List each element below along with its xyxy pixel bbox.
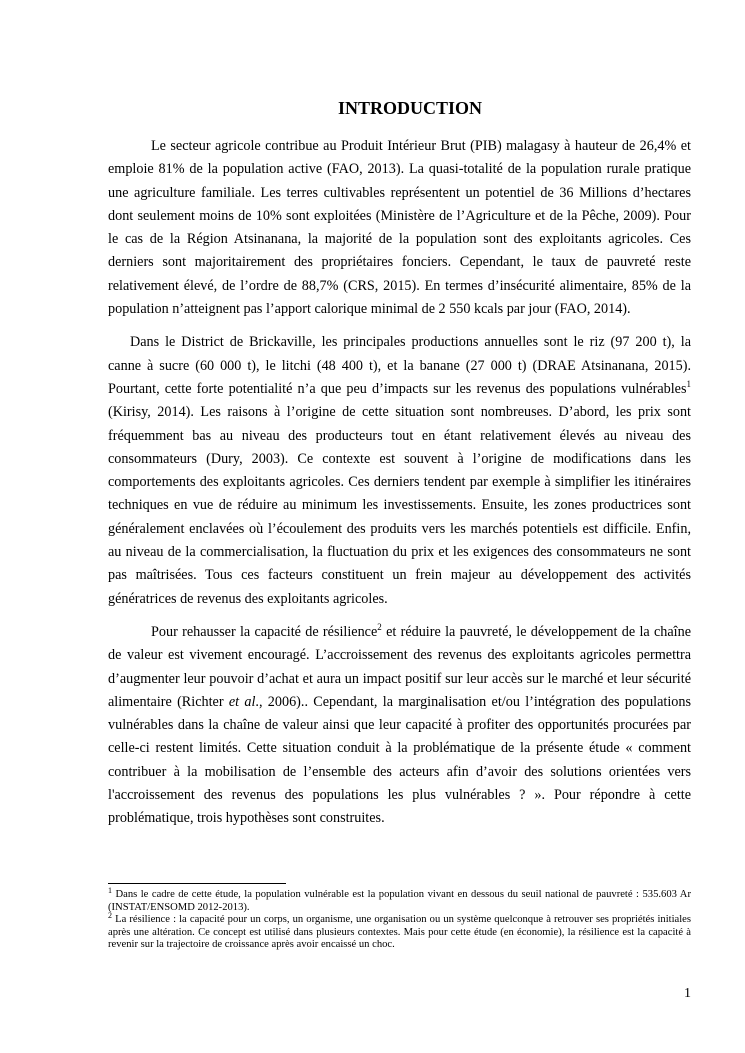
page-title: INTRODUCTION — [337, 98, 483, 118]
body-text — [108, 135, 691, 841]
paragraph-2 — [108, 331, 691, 611]
footnote-ref-1: 1 — [686, 378, 691, 389]
paragraph-3-text-a: Pour rehausser la capacité de résilience — [151, 623, 378, 640]
footnote-separator — [108, 883, 286, 884]
paragraph-3 — [108, 621, 691, 831]
footnote-1-marker: 1 — [108, 886, 112, 895]
footnote-1-text: Dans le cadre de cette étude, la population vulnérable est la population vivant en dessous du seuil national de pauvreté : 535.603 Ar (INSTAT/ENSOMD 2012-2013). — [108, 889, 691, 913]
paragraph-3-et-al: et al — [228, 693, 256, 710]
footnote-2-text: La résilience : la capacité pour un corps, un organisme, une organisation ou un système quelconque à retrouver ses propriétés initiales après une altération. Ce concept est utilisé dans plusieurs contextes. Mais pour cette étude (en économie), la résilience est la capacité à revenir sur la trajectoire de croissance après avoir encaissé un choc. — [108, 914, 691, 951]
footnote-1 — [108, 886, 691, 914]
paragraph-2-text-a: Dans le District de Brickaville, les principales productions annuelles sont le riz (97 200 t), la canne à sucre (60 000 t), le litchi (48 400 t), et la banane (27 000 t) (DRAE Atsinanana, 2015). Pourtant, cette forte potentialité n’a que peu d’impacts sur les revenus des populations vulnérables — [108, 334, 691, 397]
footnotes — [108, 886, 691, 952]
paragraph-1: Le secteur agricole contribue au Produit Intérieur Brut (PIB) malagasy à hauteur de 26,4% et emploie 81% de la population active (FAO, 2013). La quasi-totalité de la population rurale pratique une agriculture familiale. Les terres cultivables représentent un potentiel de 36 Millions d’hectares dont seulement moins de 10% sont exploitées (Ministère de l’Agriculture et de la Pêche, 2009). Pour le cas de la Région Atsinanana, la majorité de la population sont des exploitants agricoles. Ces derniers sont majoritairement des propriétaires fonciers. Cependant, le taux de pauvreté reste relativement élevé, de l’ordre de 88,7% (CRS, 2015). En termes d’insécurité alimentaire, 85% de la population n’atteignent pas l’apport calorique minimal de 2 550 kcals par jour (FAO, 2014). — [108, 138, 691, 318]
footnote-2-marker: 2 — [108, 911, 112, 921]
paragraph-3-text-b: et réduire la pauvreté, le développement de la chaîne de valeur est vivement encouragé. L’accroissement des revenus des exploitants agricoles permettra d’augmenter leur pouvoir d’achat et aura un impact positif sur leur accès sur le marché et leur sécurité alimentaire (Richter — [108, 623, 691, 710]
paragraph-2-text-b: (Kirisy, 2014). Les raisons à l’origine de cette situation sont nombreuses. D’abord, les prix sont fréquemment bas au niveau des producteurs tout en étant relativement élevés au niveau des consommateurs (Dury, 2003). Ce contexte est souvent à l’origine de modifications dans les comportements des exploitants agricoles. Ces derniers tendent par exemple à simplifier les itinéraires techniques en vue de réduire au minimum les investissements. Ensuite, les zones productrices sont généralement enclavées où l’écoulement des produits vers les marchés potentiels est difficile. Enfin, au niveau de la commercialisation, la fluctuation du prix et les exigences des consommateurs ne sont pas maîtrisées. Tous ces facteurs constituent un frein majeur au développement des activités génératrices de revenus des exploitants agricoles. — [108, 404, 691, 607]
paragraph-3-text-c: ., 2006).. Cependant, la marginalisation et/ou l’intégration des populations vulnérables dans la chaîne de valeur ainsi que leur capacité à profiter des opportunités procurées par celle-ci restent limités. Cette situation conduit à la problématique de la présente étude « comment contribuer à la mobilisation de l’ensemble des acteurs afin d’avoir des solutions orientées vers l'accroissement des revenus des populations les plus vulnérables ? ». Pour répondre à cette problématique, trois hypothèses sont construites. — [108, 693, 692, 827]
footnote-2 — [108, 911, 691, 952]
footnote-ref-2: 2 — [377, 621, 382, 632]
page-number: 1 — [684, 986, 691, 1001]
